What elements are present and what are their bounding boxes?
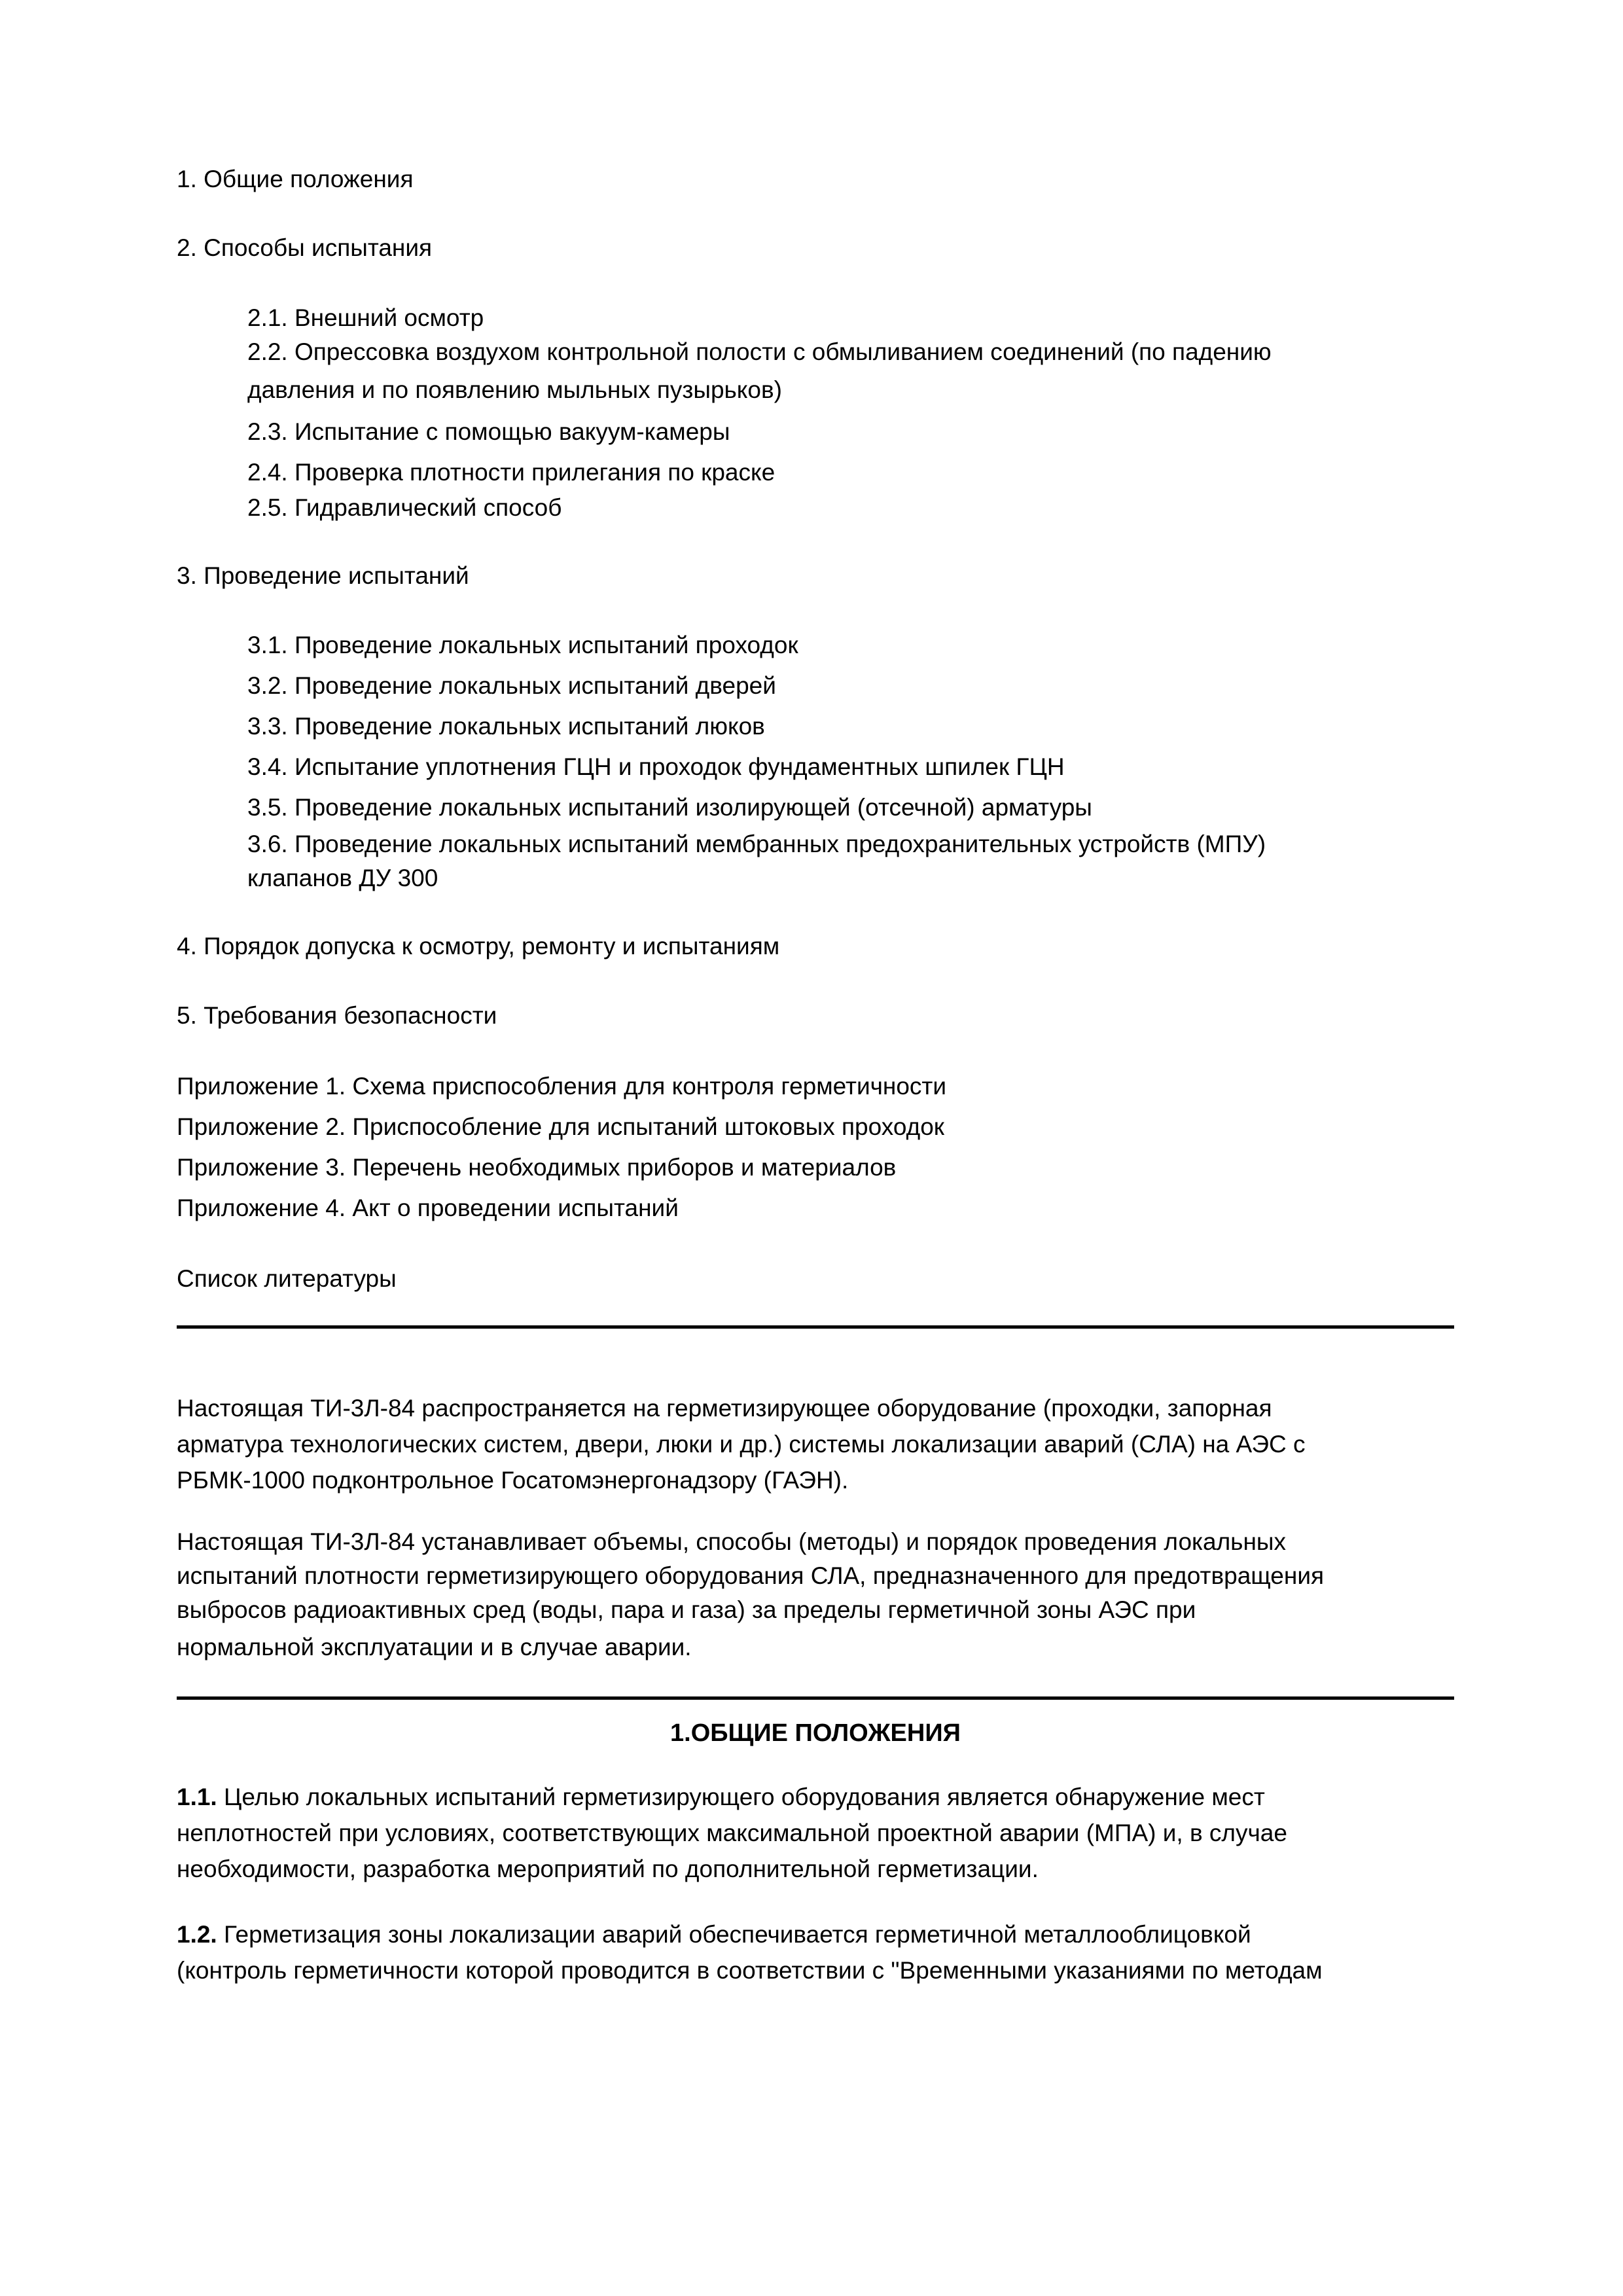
toc-item-5: 5. Требования безопасности [177,1002,497,1029]
toc-item-3-2: 3.2. Проведение локальных испытаний дверей [247,672,776,699]
toc-item-2-5: 2.5. Гидравлический способ [247,494,562,521]
text-line: нормальной эксплуатации и в случае аварии. [177,1634,692,1660]
toc-item-3-5: 3.5. Проведение локальных испытаний изолирующей (отсечной) арматуры [247,794,1092,821]
toc-appendix-2: Приложение 2. Приспособление для испытаний штоковых проходок [177,1113,944,1140]
text-line: Настоящая ТИ-3Л-84 распространяется на герметизирующее оборудование (проходки, запорная [177,1395,1272,1422]
section-heading: 1.ОБЩИЕ ПОЛОЖЕНИЯ [670,1719,961,1747]
clause-text: Целью локальных испытаний герметизирующего оборудования является обнаружение мест [217,1784,1265,1810]
clause-text: Герметизация зоны локализации аварий обеспечивается герметичной металлооблицовкой [217,1921,1251,1948]
divider-rule [177,1325,1454,1329]
divider-rule [177,1696,1454,1700]
intro-paragraph-1 [177,1390,1459,1498]
toc-item-2-4: 2.4. Проверка плотности прилегания по краске [247,459,776,486]
toc-literature: Список литературы [177,1265,397,1292]
section1-paragraph-1 [177,1779,1459,1887]
toc-item-3-1: 3.1. Проведение локальных испытаний проходок [247,632,798,658]
text-line [177,1779,1459,1815]
text-line: (контроль герметичности которой проводится в соответствии с "Временными указаниями по методам [177,1957,1323,1984]
toc-appendix-4: Приложение 4. Акт о проведении испытаний [177,1194,679,1221]
text-line: РБМК-1000 подконтрольное Госатомэнергонадзору (ГАЭН). [177,1467,849,1494]
text-line: неплотностей при условиях, соответствующих максимальной проектной аварии (МПА) и, в случае [177,1820,1287,1846]
toc-item-2-1: 2.1. Внешний осмотр [247,304,484,331]
toc-item-2: 2. Способы испытания [177,234,433,261]
toc-item-3-3: 3.3. Проведение локальных испытаний люков [247,713,765,740]
section1-paragraph-2 [177,1916,1459,1988]
toc-item-2-2-line1: 2.2. Опрессовка воздухом контрольной полости с обмыливанием соединений (по падению [247,338,1272,365]
text-line: выбросов радиоактивных сред (воды, пара и газа) за пределы герметичной зоны АЭС при [177,1596,1196,1623]
toc-item-3-6-line2: клапанов ДУ 300 [247,865,438,891]
toc-item-2-2-line2: давления и по появлению мыльных пузырьков) [247,376,782,403]
toc-item-3-4: 3.4. Испытание уплотнения ГЦН и проходок фундаментных шпилек ГЦН [247,753,1065,780]
text-line: испытаний плотности герметизирующего оборудования СЛА, предназначенного для предотвращения [177,1562,1325,1589]
toc-item-1: 1. Общие положения [177,166,414,192]
text-line: Настоящая ТИ-3Л-84 устанавливает объемы, способы (методы) и порядок проведения локальных [177,1528,1286,1555]
toc-item-4: 4. Порядок допуска к осмотру, ремонту и испытаниям [177,933,780,960]
text-line: арматура технологических систем, двери, люки и др.) системы локализации аварий (СЛА) на АЭС с [177,1431,1306,1458]
toc-appendix-3: Приложение 3. Перечень необходимых приборов и материалов [177,1154,897,1181]
text-line [177,1916,1459,1952]
toc-appendix-1: Приложение 1. Схема приспособления для контроля герметичности [177,1073,947,1100]
clause-number: 1.1. [177,1784,217,1810]
toc-item-2-3: 2.3. Испытание с помощью вакуум-камеры [247,418,730,445]
text-line: необходимости, разработка мероприятий по дополнительной герметизации. [177,1856,1039,1882]
intro-paragraph-2 [177,1525,1459,1668]
toc-item-3-6-line1: 3.6. Проведение локальных испытаний мембранных предохранительных устройств (МПУ) [247,831,1266,857]
toc-item-3: 3. Проведение испытаний [177,562,469,589]
clause-number: 1.2. [177,1921,217,1948]
